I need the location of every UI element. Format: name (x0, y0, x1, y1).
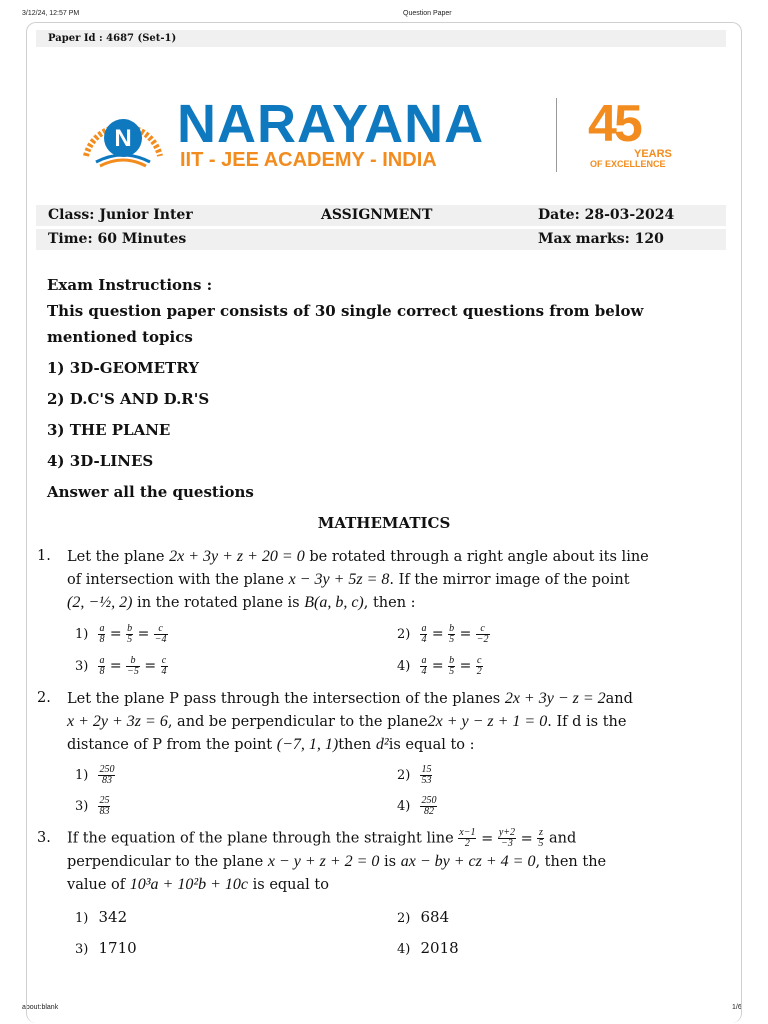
topic-item: 3) THE PLANE (47, 421, 171, 439)
question-number: 1. (37, 548, 51, 564)
question-3-line-1: If the equation of the plane through the straight line $\frac{x-1}{2}$ = $\frac{y+2}{-3}$ = $\frac{z}{5}$ and (67, 827, 577, 849)
option-label: 3) (75, 659, 93, 674)
option-label: 1) (75, 911, 93, 926)
answer-option (397, 908, 449, 926)
option-fraction: $\frac{c}{-2}$ (476, 623, 489, 645)
instructions-line-2: mentioned topics (47, 328, 193, 346)
topic-item: 1) 3D-GEOMETRY (47, 359, 199, 377)
topic-item: 2) D.C'S AND D.R'S (47, 390, 210, 408)
answer-option: 4) $\frac{a}{4}$ = $\frac{b}{5}$ = $\frac{c}{2}$ (397, 655, 482, 677)
answer-option (75, 796, 110, 817)
info-row-2 (36, 229, 726, 250)
answer-option: 1) $\frac{a}{8}$ = $\frac{b}{5}$ = $\frac{c}{-4}$ (75, 623, 167, 645)
option-fraction: $\frac{a}{8}$ (99, 623, 105, 645)
question-2-line-2: x + 2y + 3z = 6, and be perpendicular to the plane2x + y − z + 1 = 0. If d is the (67, 713, 627, 730)
question-2-line-3: distance of P from the point (−7, 1, 1)then d²is equal to : (67, 736, 475, 753)
option-value: 684 (420, 908, 450, 926)
option-value: 1710 (98, 939, 137, 957)
logo-subtitle: IIT - JEE ACADEMY - INDIA (180, 149, 437, 171)
option-fraction: $\frac{15}{53}$ (421, 764, 432, 786)
instructions-closing: Answer all the questions (47, 483, 254, 501)
option-fraction: $\frac{c}{4}$ (161, 655, 167, 677)
seal-letter: N (114, 125, 132, 152)
option-fraction: $\frac{a}{4}$ (421, 655, 427, 677)
answer-option: 2) $\frac{a}{4}$ = $\frac{b}{5}$ = $\frac{c}{-2}$ (397, 623, 489, 645)
question-1-line-2: of intersection with the plane x − 3y + 5z = 8. If the mirror image of the point (67, 571, 630, 588)
option-fraction: $\frac{c}{-4}$ (154, 623, 167, 645)
line-fraction: $\frac{y+2}{-3}$ (498, 827, 516, 849)
option-label: 4) (397, 659, 415, 674)
max-marks-label: Max marks: 120 (538, 231, 664, 247)
answer-option (75, 939, 137, 957)
line-fraction: $\frac{z}{5}$ (538, 827, 544, 849)
time-label: Time: 60 Minutes (48, 231, 187, 247)
option-fraction: $\frac{25}{83}$ (99, 795, 110, 817)
logo-divider (556, 98, 557, 172)
question-1-line-1: Let the plane 2x + 3y + z + 20 = 0 be rotated through a right angle about its line (67, 548, 649, 565)
answer-option (75, 765, 115, 786)
answer-option (397, 796, 437, 817)
date-label: Date: 28-03-2024 (538, 207, 675, 223)
question-3-line-2: perpendicular to the plane x − y + z + 2 = 0 is ax − by + cz + 4 = 0, then the (67, 853, 607, 870)
topic-item: 4) 3D-LINES (47, 452, 154, 470)
option-fraction: $\frac{a}{4}$ (421, 623, 427, 645)
anniversary-caption: OF EXCELLENCE (590, 159, 666, 169)
answer-option: 3) $\frac{a}{8}$ = $\frac{b}{-5}$ = $\frac{c}{4}$ (75, 655, 167, 677)
paper-id: Paper Id : 4687 (Set-1) (36, 30, 726, 47)
print-timestamp: 3/12/24, 12:57 PM (22, 10, 80, 17)
option-label: 1) (75, 768, 93, 783)
option-label: 1) (75, 627, 93, 642)
print-page-title: Question Paper (403, 10, 452, 17)
question-number: 2. (37, 690, 51, 706)
option-fraction: $\frac{250}{82}$ (421, 795, 437, 817)
option-fraction: $\frac{b}{5}$ (127, 623, 133, 645)
option-fraction: $\frac{a}{8}$ (99, 655, 105, 677)
question-3-line-3: value of 10³a + 10²b + 10c is equal to (67, 876, 329, 893)
option-value: 342 (98, 908, 128, 926)
answer-option (397, 765, 432, 786)
option-label: 2) (397, 627, 415, 642)
option-label: 3) (75, 942, 93, 957)
option-label: 4) (397, 942, 415, 957)
option-fraction: $\frac{b}{-5}$ (127, 655, 139, 677)
question-2-line-1: Let the plane P pass through the intersection of the planes 2x + 3y − z = 2and (67, 690, 633, 707)
assignment-label: ASSIGNMENT (321, 207, 433, 223)
question-1-line-3: (2, −½, 2) in the rotated plane is B(a, b, c), then : (67, 594, 416, 611)
option-label: 2) (397, 911, 415, 926)
question-number: 3. (37, 830, 51, 846)
anniversary-number: 45 (588, 95, 640, 153)
option-label: 2) (397, 768, 415, 783)
print-url: about:blank (22, 1004, 59, 1011)
option-fraction: $\frac{250}{83}$ (99, 764, 115, 786)
line-fraction: $\frac{x-1}{2}$ (459, 827, 476, 849)
option-fraction: $\frac{c}{2}$ (476, 655, 482, 677)
info-row-1 (36, 205, 726, 226)
option-label: 4) (397, 799, 415, 814)
narayana-seal-logo (78, 96, 168, 170)
print-page-count: 1/6 (732, 1004, 742, 1011)
instructions-line-1: This question paper consists of 30 single correct questions from below (47, 302, 644, 320)
answer-option (75, 908, 127, 926)
option-label: 3) (75, 799, 93, 814)
instructions-heading: Exam Instructions : (47, 276, 213, 294)
option-fraction: $\frac{b}{5}$ (449, 655, 455, 677)
answer-option (397, 939, 459, 957)
option-value: 2018 (420, 939, 459, 957)
section-title: MATHEMATICS (317, 514, 451, 532)
anniversary-years: YEARS (634, 148, 672, 160)
class-label: Class: Junior Inter (48, 207, 193, 223)
option-fraction: $\frac{b}{5}$ (449, 623, 455, 645)
logo-wordmark: NARAYANA (177, 94, 485, 154)
